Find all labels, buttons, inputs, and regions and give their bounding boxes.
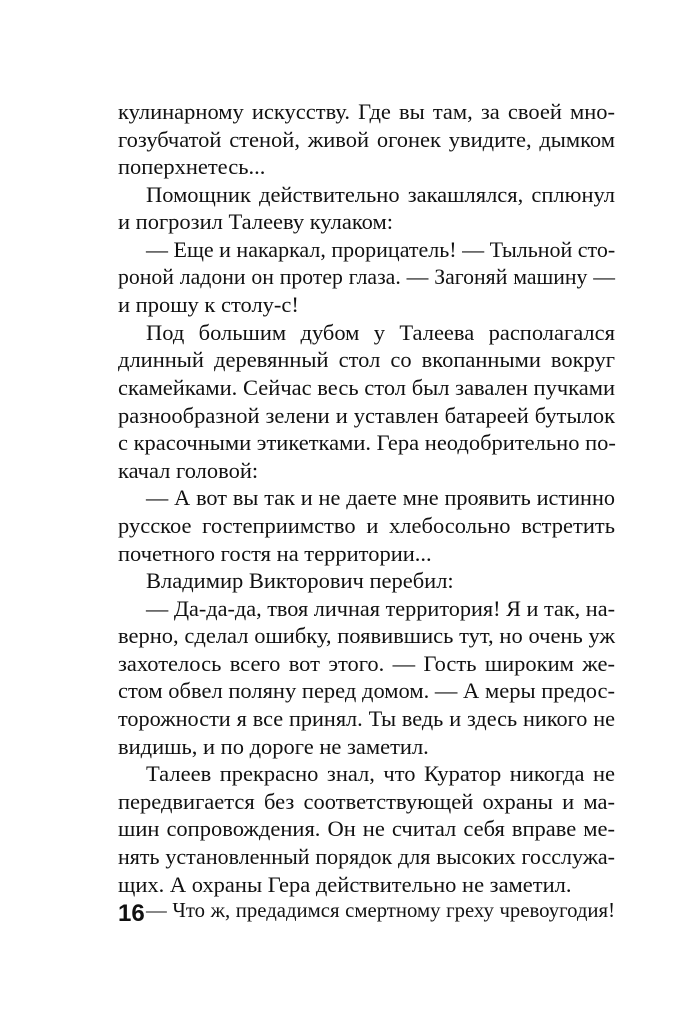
text-line: Под большим дубом у Талеева располагался bbox=[146, 319, 615, 345]
text-line: кулинарному искусству. Где вы там, за своей мно- bbox=[118, 99, 615, 124]
text-line: верно, сделал ошибку, появившись тут, но очень уж bbox=[118, 623, 615, 649]
text-line: шин сопровождения. Он не считал себя вправе ме- bbox=[118, 816, 615, 842]
text-line: качал головой: bbox=[118, 457, 259, 483]
text-line: — Еще и накаркал, прорицатель! — Тыльной сто- bbox=[146, 236, 616, 262]
text-line: скамейками. Сейчас весь стол был завален пучками bbox=[118, 374, 615, 400]
text-line: захотелось всего вот этого. — Гость широким же- bbox=[118, 650, 615, 676]
text-line: длинный деревянный стол со вкопанными вокруг bbox=[118, 347, 615, 373]
text-line: и прошу к столу-с! bbox=[118, 292, 299, 318]
text-line: стом обвел поляну перед домом. — А меры предос- bbox=[118, 678, 615, 704]
text-line: — Что ж, предадимся смертному греху чревоугодия! bbox=[146, 900, 615, 923]
text-line: русское гостеприимство и хлебосольно встретить bbox=[118, 512, 615, 538]
text-line: поперхнетесь... bbox=[118, 154, 266, 180]
text-line: передвигается без соответствующей охраны и ма- bbox=[118, 788, 615, 814]
text-line: Владимир Викторович перебил: bbox=[146, 568, 454, 594]
text-line: гозубчатой стеной, живой огонек увидите, дымком bbox=[118, 126, 615, 152]
text-line: — А вот вы так и не даете мне проявить истинно bbox=[146, 485, 615, 511]
text-line: нять установленный порядок для высоких госслужа- bbox=[118, 844, 615, 870]
text-line: и погрозил Талееву кулаком: bbox=[118, 209, 393, 235]
text-line: почетного гостя на территории... bbox=[118, 540, 432, 566]
text-line: щих. А охраны Гера действительно не заметил. bbox=[118, 871, 572, 897]
text-line: с красочными этикетками. Гера неодобрительно по- bbox=[118, 430, 616, 456]
text-line: разнообразной зелени и уставлен батареей бутылок bbox=[118, 402, 615, 428]
body-text bbox=[118, 98, 615, 926]
text-line: Помощник действительно закашлялся, сплюнул bbox=[146, 181, 615, 207]
text-line: — Да-да-да, твоя личная территория! Я и так, на- bbox=[146, 595, 615, 621]
text-line: роной ладони он протер глаза. — Загоняй машину — bbox=[118, 264, 615, 289]
text-line: видишь, и по дороге не заметил. bbox=[118, 733, 429, 759]
page-number: 16 bbox=[118, 900, 145, 927]
text-line: торожности я все принял. Ты ведь и здесь никого не bbox=[118, 706, 615, 732]
text-line: Талеев прекрасно знал, что Куратор никогда не bbox=[146, 761, 615, 787]
